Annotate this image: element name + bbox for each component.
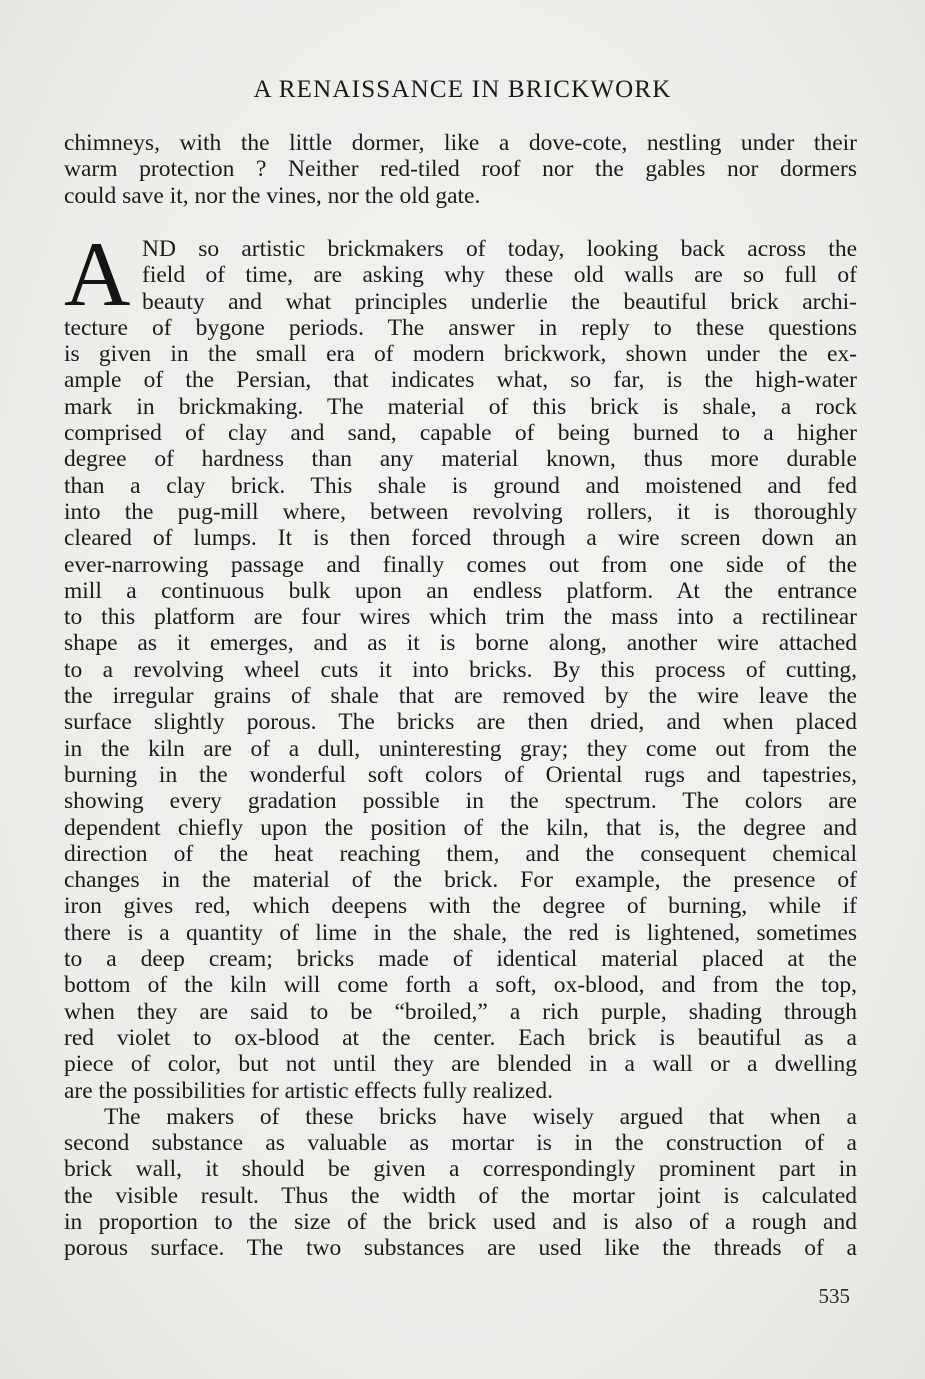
text-line: brick wall, it should be given a correspondingly prominent part in xyxy=(64,1156,857,1183)
page-number: 535 xyxy=(818,1284,850,1308)
text-line: there is a quantity of lime in the shale, the red is lightened, sometimes xyxy=(64,919,857,946)
text-line: when they are said to be “broiled,” a rich purple, shading through xyxy=(64,998,857,1025)
text-line: ever-narrowing passage and finally comes out from one side of the xyxy=(64,551,857,578)
text-line: showing every gradation possible in the spectrum. The colors are xyxy=(64,788,857,815)
text-line: the irregular grains of shale that are removed by the wire leave the xyxy=(64,683,857,710)
text-line: are the possibilities for artistic effects fully realized. xyxy=(64,1077,553,1104)
drop-cap: A xyxy=(64,223,131,325)
text-line: cleared of lumps. It is then forced through a wire screen down an xyxy=(64,525,857,552)
text-line: field of time, are asking why these old walls are so full of xyxy=(142,262,857,289)
text-line: shape as it emerges, and as it is borne along, another wire attached xyxy=(64,630,857,657)
text-line: warm protection ? Neither red-tiled roof nor the gables nor dormers xyxy=(64,156,857,183)
text-line: to a revolving wheel cuts it into bricks. By this process of cutting, xyxy=(64,656,857,683)
text-line: dependent chiefly upon the position of the kiln, that is, the degree and xyxy=(64,814,857,841)
text-line: bottom of the kiln will come forth a soft, ox-blood, and from the top, xyxy=(64,972,857,999)
text-line: chimneys, with the little dormer, like a dove-cote, nestling under their xyxy=(64,130,857,156)
text-line: the visible result. Thus the width of the mortar joint is calculated xyxy=(64,1182,857,1209)
text-line: tecture of bygone periods. The answer in reply to these questions xyxy=(64,314,857,341)
text-line: red violet to ox-blood at the center. Each brick is beautiful as a xyxy=(64,1024,857,1051)
text-line: direction of the heat reaching them, and the consequent chemical xyxy=(64,840,857,867)
text-line: in the kiln are of a dull, uninteresting gray; they come out from the xyxy=(64,735,857,762)
text-line: could save it, nor the vines, nor the old gate. xyxy=(64,182,481,209)
text-line: than a clay brick. This shale is ground and moistened and fed xyxy=(64,472,857,499)
text-line: comprised of clay and sand, capable of being burned to a higher xyxy=(64,420,857,447)
text-line: The makers of these bricks have wisely argued that when a xyxy=(104,1103,857,1130)
text-line: to this platform are four wires which trim the mass into a rectilinear xyxy=(64,604,857,631)
continuation-paragraph xyxy=(64,130,857,209)
text-line: changes in the material of the brick. For example, the presence of xyxy=(64,867,857,894)
text-line: second substance as valuable as mortar is in the construction of a xyxy=(64,1130,857,1157)
text-line: is given in the small era of modern brickwork, shown under the ex- xyxy=(64,341,857,368)
text-line: into the pug-mill where, between revolving rollers, it is thoroughly xyxy=(64,498,857,525)
text-line: iron gives red, which deepens with the degree of burning, while if xyxy=(64,893,857,920)
text-line: ample of the Persian, that indicates what, so far, is the high-water xyxy=(64,367,857,394)
text-line: to a deep cream; bricks made of identical material placed at the xyxy=(64,946,857,973)
text-line: surface slightly porous. The bricks are then dried, and when placed xyxy=(64,709,857,736)
text-line: degree of hardness than any material known, thus more durable xyxy=(64,446,857,473)
text-line: piece of color, but not until they are blended in a wall or a dwelling xyxy=(64,1051,857,1078)
text-line: beauty and what principles underlie the beautiful brick archi- xyxy=(142,288,857,315)
text-line: mark in brickmaking. The material of this brick is shale, a rock xyxy=(64,393,857,420)
text-line: mill a continuous bulk upon an endless platform. At the entrance xyxy=(64,577,857,604)
text-line: porous surface. The two substances are used like the threads of a xyxy=(64,1235,857,1262)
text-line: ND so artistic brickmakers of today, looking back across the xyxy=(142,236,857,262)
text-line: burning in the wonderful soft colors of Oriental rugs and tapestries, xyxy=(64,761,857,788)
text-line: in proportion to the size of the brick used and is also of a rough and xyxy=(64,1208,857,1235)
main-paragraph xyxy=(64,223,857,1262)
running-head: A RENAISSANCE IN BRICKWORK xyxy=(253,76,672,103)
